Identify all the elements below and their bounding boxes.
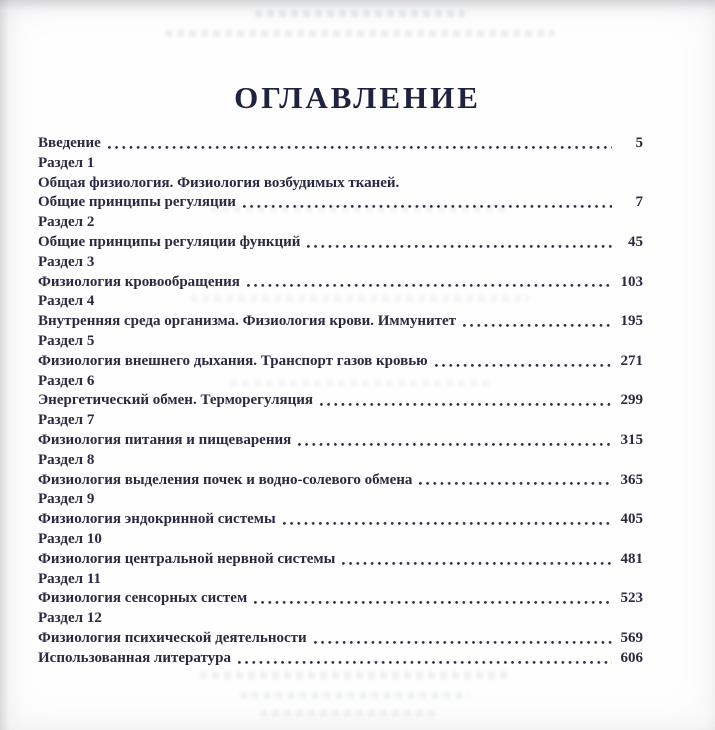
page-number: 606 [620, 649, 643, 666]
section-label: Раздел 8 [38, 451, 95, 468]
dot-leader [342, 562, 612, 567]
section-label: Раздел 3 [38, 253, 95, 270]
toc-entry [38, 570, 643, 610]
toc-entry [38, 134, 643, 154]
dot-leader [314, 641, 612, 646]
toc-line [38, 193, 643, 213]
section-label: Раздел 7 [38, 412, 95, 429]
dot-leader [283, 522, 612, 527]
toc-entry [38, 213, 643, 253]
dot-leader [463, 324, 612, 329]
toc-line [38, 174, 643, 194]
entry-title: Физиология внешнего дыхания. Транспорт газов кровью [38, 352, 428, 369]
entry-title: Энергетический обмен. Терморегуляция [38, 392, 314, 409]
toc-entry [38, 451, 643, 491]
page-number: 271 [620, 352, 643, 369]
entry-title: Введение [38, 135, 101, 151]
toc-entry [38, 154, 643, 213]
toc-line [38, 391, 643, 411]
section-label: Раздел 6 [38, 372, 95, 389]
entry-title: Физиология сенсорных систем [38, 590, 248, 607]
entry-title: Общие принципы регуляции [38, 194, 236, 211]
dot-leader [298, 443, 612, 448]
entry-title: Физиология психической деятельности [38, 629, 307, 646]
dot-leader [419, 482, 612, 487]
page-number: 523 [620, 590, 643, 607]
table-of-contents [38, 134, 643, 669]
scan-edge-top [0, 0, 715, 10]
section-label: Раздел 10 [38, 530, 102, 547]
entry-title: Внутренняя среда организма. Физиология крови. Иммунитет [38, 313, 457, 330]
page-number: 103 [620, 273, 643, 290]
section-label: Раздел 5 [38, 332, 95, 349]
page-title: ОГЛАВЛЕНИЕ [234, 80, 481, 115]
entry-title: Использованная литература [38, 649, 231, 666]
entry-title: Общие принципы регуляции функций [38, 233, 301, 250]
dot-leader [243, 205, 612, 210]
toc-line [38, 312, 643, 332]
section-label: Раздел 12 [38, 610, 102, 627]
bleed-through-artifact [165, 30, 555, 37]
toc-line [38, 550, 643, 570]
dot-leader [108, 146, 612, 151]
section-label: Раздел 1 [38, 154, 95, 171]
section-label: Раздел 4 [38, 293, 95, 310]
dot-leader [238, 661, 612, 666]
page-number: 195 [620, 313, 643, 330]
toc-line [38, 649, 643, 669]
page-number: 569 [620, 629, 643, 646]
toc-line [38, 352, 643, 372]
toc-entry [38, 253, 643, 293]
page-number: 405 [620, 511, 643, 528]
toc-line [38, 510, 643, 530]
toc-line [38, 134, 643, 154]
dot-leader [247, 284, 612, 289]
toc-entry [38, 411, 643, 451]
entry-title: Физиология центральной нервной системы [38, 550, 336, 567]
page-number: 7 [635, 194, 643, 211]
toc-entry [38, 530, 643, 570]
toc-line [38, 273, 643, 293]
section-label: Раздел 2 [38, 214, 95, 231]
toc-line [38, 471, 643, 491]
bleed-through-artifact [260, 710, 440, 717]
entry-title: Физиология выделения почек и водно-солевого обмена [38, 471, 413, 488]
toc-entry [38, 649, 643, 669]
page-number: 365 [620, 471, 643, 488]
entry-title: Физиология эндокринной системы [38, 511, 276, 528]
scan-edge-left [0, 0, 9, 730]
page-number: 299 [620, 392, 643, 409]
bleed-through-artifact [200, 672, 510, 679]
entry-title: Общая физиология. Физиология возбудимых тканей. [38, 174, 400, 191]
dot-leader [254, 601, 612, 606]
toc-entry [38, 332, 643, 372]
toc-entry [38, 609, 643, 649]
toc-line [38, 589, 643, 609]
dot-leader [435, 364, 612, 369]
toc-entry [38, 372, 643, 412]
page-number: 45 [628, 233, 643, 250]
bleed-through-artifact [255, 10, 465, 17]
dot-leader [307, 245, 612, 250]
dot-leader [320, 403, 612, 408]
toc-entry [38, 292, 643, 332]
toc-line [38, 629, 643, 649]
page-number: 5 [635, 135, 643, 151]
bleed-through-artifact [240, 692, 470, 699]
toc-line [38, 431, 643, 451]
section-label: Раздел 11 [38, 570, 102, 587]
page-number: 315 [620, 431, 643, 448]
page-number: 481 [620, 550, 643, 567]
section-label: Раздел 9 [38, 491, 95, 508]
toc-entry [38, 490, 643, 530]
entry-title: Физиология кровообращения [38, 273, 240, 290]
toc-line [38, 233, 643, 253]
entry-title: Физиология питания и пищеварения [38, 431, 292, 448]
